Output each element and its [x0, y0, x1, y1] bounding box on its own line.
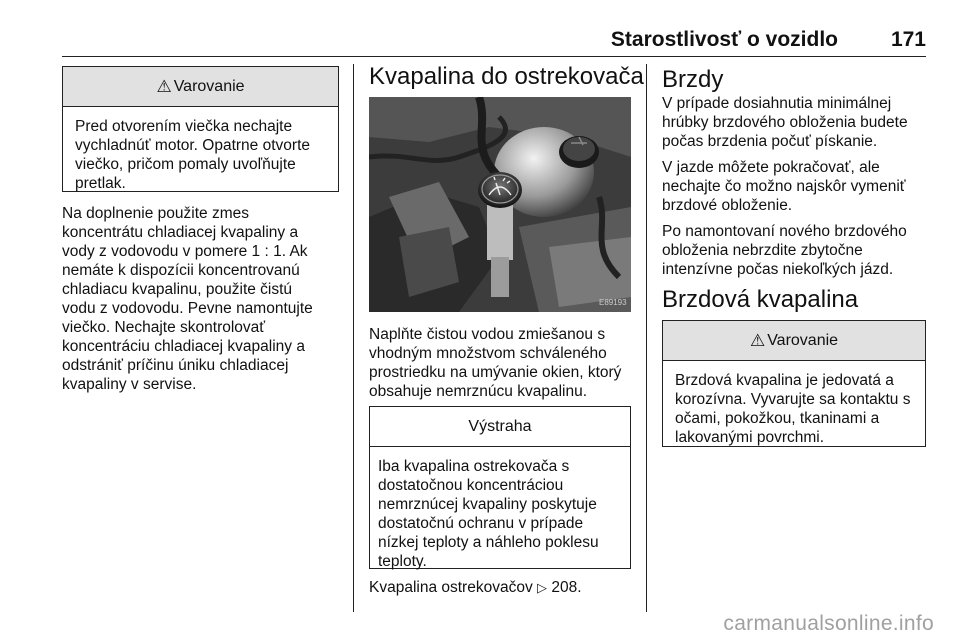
paragraph-line: vody z vodovodu v pomere 1 : 1. Ak	[62, 243, 308, 260]
paragraph-line: obloženia nebrzdite zbytočne	[662, 242, 863, 259]
reference-text: Kvapalina ostrekovačov	[369, 579, 533, 596]
notice-line: dostatočnú ochranu v prípade	[378, 515, 584, 532]
warning-line: očami, pokožkou, tkaninami a	[675, 410, 880, 427]
paragraph-line: nechajte čo možno najskôr vymeniť	[662, 178, 906, 195]
engine-bay-illustration	[369, 97, 631, 312]
brakes-heading: Brzdy	[662, 66, 724, 93]
notice-line: teploty.	[378, 553, 427, 570]
paragraph-line: viečko. Nechajte skontrolovať	[62, 319, 266, 336]
image-code: E89193	[599, 298, 627, 307]
warning-line: lakovanými povrchmi.	[675, 429, 825, 446]
paragraph-line: koncentráciu chladiacej kvapaliny a	[62, 338, 305, 355]
page-number: 171	[890, 28, 926, 51]
engine-bay-figure	[369, 97, 631, 312]
paragraph-line: hrúbky brzdového obloženia budete	[662, 114, 908, 131]
brakes-paragraph	[662, 222, 932, 279]
paragraph-line: V jazde môžete pokračovať, ale	[662, 159, 880, 176]
paragraph-line: Na doplnenie použite zmes	[62, 205, 249, 222]
paragraph-line: chladiacu kvapalinu, použite čistú	[62, 281, 293, 298]
brake-fluid-heading: Brzdová kvapalina	[662, 286, 859, 313]
warning-line: viečko, pričom pomaly uvoľňujte	[75, 156, 296, 173]
paragraph-line: kvapaliny v servise.	[62, 376, 197, 393]
section-title: Starostlivosť o vozidlo	[610, 28, 838, 51]
brakes-text	[662, 94, 932, 279]
warning-box	[662, 320, 926, 447]
warning-line: Brzdová kvapalina je jedovatá a	[675, 372, 894, 389]
paragraph-line: koncentrátu chladiacej kvapaliny a	[62, 224, 299, 241]
warning-box	[62, 66, 339, 192]
brakes-paragraph	[662, 94, 932, 151]
washer-paragraph	[369, 325, 639, 401]
warning-line: pretlak.	[75, 175, 126, 192]
coolant-paragraph	[62, 204, 347, 394]
notice-line: nemrznúcej kvapaliny poskytuje	[378, 496, 597, 513]
notice-heading: Výstraha	[370, 407, 630, 447]
paragraph-line: vhodným množstvom schváleného	[369, 345, 607, 362]
paragraph-line: obsahuje nemrznúcu kvapalinu.	[369, 383, 587, 400]
notice-line: dostatočnou koncentráciou	[378, 477, 564, 494]
notice-box	[369, 406, 631, 569]
paragraph-line: nemáte k dispozícii koncentrovanú	[62, 262, 300, 279]
warning-triangle-icon: ⚠	[156, 77, 172, 96]
paragraph-line: odstrániť príčinu úniku chladiacej	[62, 357, 289, 374]
warning-line: korozívna. Vyvarujte sa kontaktu s	[675, 391, 911, 408]
page-header	[62, 26, 926, 57]
warning-line: Pred otvorením viečka nechajte	[75, 118, 293, 135]
warning-box-header	[63, 67, 338, 107]
watermark: carmanualsonline.info	[723, 612, 934, 635]
reference-arrow-icon: ▷	[537, 580, 548, 595]
brakes-paragraph	[662, 158, 932, 215]
paragraph-line: brzdové obloženie.	[662, 197, 793, 214]
reference-page[interactable]: 208.	[551, 579, 582, 596]
notice-line: nízkej teploty a náhleho poklesu	[378, 534, 599, 551]
paragraph-line: Naplňte čistou vodou zmiešanou s	[369, 326, 606, 343]
cross-reference	[369, 578, 582, 597]
notice-line: Iba kvapalina ostrekovača s	[378, 458, 570, 475]
warning-body	[663, 361, 925, 457]
paragraph-line: prostriedku na umývanie okien, ktorý	[369, 364, 622, 381]
paragraph-line: počas brzdenia počuť pískanie.	[662, 133, 878, 150]
paragraph-line: vodu z vodovodu. Pevne namontujte	[62, 300, 313, 317]
paragraph-line: V prípade dosiahnutia minimálnej	[662, 95, 892, 112]
column-divider	[353, 64, 354, 612]
paragraph-line: Po namontovaní nového brzdového	[662, 223, 907, 240]
warning-heading: Varovanie	[767, 332, 839, 349]
warning-body	[63, 107, 338, 203]
column-divider	[646, 64, 647, 612]
warning-box-header	[663, 321, 925, 361]
notice-body	[370, 447, 630, 581]
paragraph-line: intenzívne počas niekoľkých jázd.	[662, 261, 894, 278]
warning-triangle-icon: ⚠	[749, 331, 766, 350]
warning-line: vychladnúť motor. Opatrne otvorte	[75, 137, 310, 154]
warning-heading: Varovanie	[173, 78, 245, 95]
washer-fluid-heading: Kvapalina do ostrekovača	[369, 63, 644, 90]
